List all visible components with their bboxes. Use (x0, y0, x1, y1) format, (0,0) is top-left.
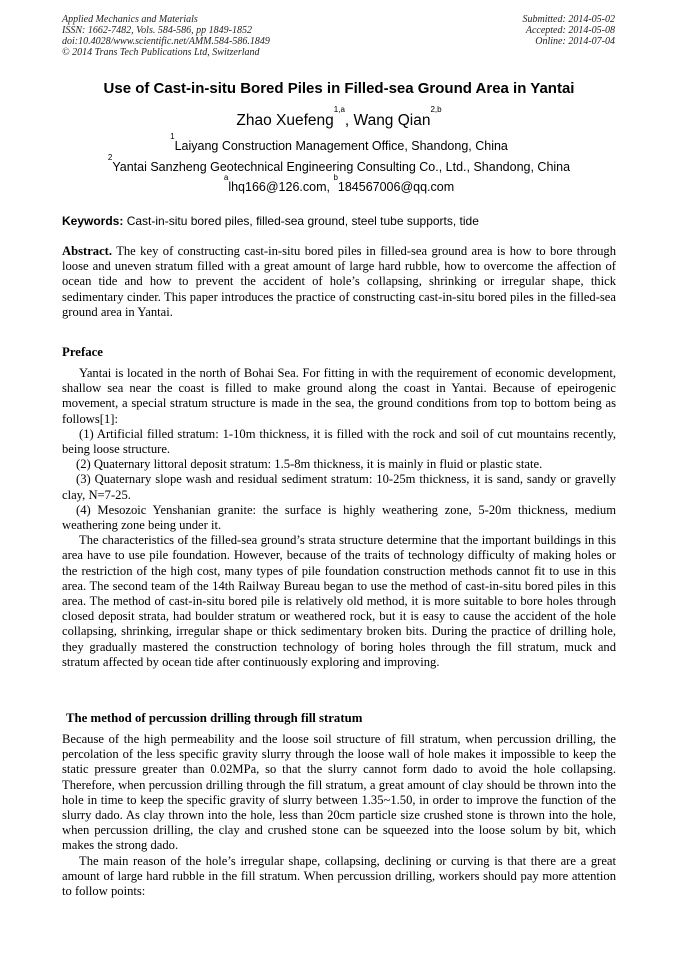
email-b[interactable]: 184567006@qq.com (337, 180, 455, 194)
affiliation-text: Laiyang Construction Management Office, Shandong, China (174, 139, 508, 153)
submitted-date: Submitted: 2014-05-02 (522, 14, 615, 25)
online-date: Online: 2014-07-04 (535, 36, 615, 47)
section-heading-preface: Preface (62, 345, 103, 359)
author-superscript: 1,a (333, 105, 345, 114)
author-emails (0, 173, 678, 194)
paper-title: Use of Cast-in-situ Bored Piles in Filled-sea Ground Area in Yantai (103, 80, 575, 97)
doi-line[interactable]: doi:10.4028/www.scientific.net/AMM.584-586.1849 (62, 36, 270, 47)
keywords-text: Cast-in-situ bored piles, filled-sea ground, steel tube supports, tide (123, 214, 479, 228)
keywords (62, 214, 617, 228)
list-item: (4) Mesozoic Yenshanian granite: the surface is highly weathering zone, 5-20m thickness, medium weathering zone being under it. (62, 502, 616, 533)
paragraph: The main reason of the hole’s irregular shape, collapsing, declining or curving is that there are a great amount of large hard rubble in the fill stratum. When percussion drilling, workers should pay more attention to follow points: (62, 853, 616, 899)
author-list (0, 105, 678, 130)
email-superscript: b (333, 173, 338, 182)
preface-body (62, 366, 616, 670)
email-superscript: a (223, 173, 229, 182)
accepted-date: Accepted: 2014-05-08 (525, 25, 615, 36)
copyright-line: © 2014 Trans Tech Publications Ltd, Switzerland (62, 47, 260, 58)
journal-info (62, 14, 270, 58)
list-item: (1) Artificial filled stratum: 1-10m thickness, it is filled with the rock and soil of cut mountains recently, being loose structure. (62, 426, 616, 457)
method-body (62, 732, 616, 899)
abstract-label: Abstract. (62, 244, 113, 258)
list-item: (3) Quaternary slope wash and residual sediment stratum: 10-25m thickness, it is sand, sandy or gravelly clay, N=7-25. (62, 472, 616, 502)
author-separator: , (344, 112, 354, 129)
author-superscript: 2,b (430, 105, 442, 114)
abstract (62, 244, 616, 320)
author-name: Wang Qian (353, 112, 431, 129)
list-item: (2) Quaternary littoral deposit stratum: 1.5-8m thickness, it is mainly in fluid or plastic state. (76, 457, 543, 472)
affiliation-1 (0, 132, 678, 153)
journal-name: Applied Mechanics and Materials (62, 14, 198, 25)
section-heading-method: The method of percussion drilling through fill stratum (66, 711, 363, 725)
paragraph: Yantai is located in the north of Bohai Sea. For fitting in with the requirement of economic development, shallow sea near the coast is filled to make ground along the coast in Yantai. Because of epeirogenic movement, a special stratum structure is made in the sea, the ground conditions from top to bottom being as follows[1]: (62, 366, 616, 426)
email-a[interactable]: lhq166@126.com, (228, 180, 334, 194)
paragraph: The characteristics of the filled-sea ground’s strata structure determine that the important buildings in this area have to use pile foundation. However, because of the traits of technology difficulty of making holes or the restriction of the high cost, many types of pile foundation construction methods cannot fit to use in this area. The second team of the 14th Railway Bureau began to use the method of cast-in-situ bored piles in this area. The method of cast-in-situ bored pile is relatively old method, it is more suitable to bore holes through closed deposit strata, had boulder stratum or weathered rock, but it is easy to cause the accident of the hole collapsing, shrinking, irregular shape or thick sedimentary broken bits. During the practice of drilling hole, they gradually mastered the construction technology of boring holes through the fill stratum, muck and stratum affected by ocean tide after continuously exploring and improving. (62, 533, 616, 669)
affiliation-text: Yantai Sanzheng Geotechnical Engineering Consulting Co., Ltd., Shandong, China (112, 160, 571, 174)
paragraph: Because of the high permeability and the loose soil structure of fill stratum, when percussion drilling, the percolation of the less specific gravity slurry through the loose wall of hole makes it impossible to keep the static pressure greater than 0.02MPa, so that the slurry cannot form dado to avoid the hole collapsing. Therefore, when percussion drilling through the fill stratum, a great amount of clay should be thrown into the hole in time to keep the specific gravity of slurry between 1.35~1.50, in order to improve the function of the slurry dado. As clay thrown into the hole, less than 20cm particle size crushed stone is thrown into the hole, when percussion drilling, the clay and crushed stone can be squeezed into the loose solum by bit, which makes the strong dado. (62, 732, 616, 853)
affiliation-superscript: 1 (170, 132, 175, 141)
abstract-text: The key of constructing cast-in-situ bored piles in filled-sea ground area is how to bore through loose and uneven stratum filled with a great amount of large hard rubble, how to overcome the affection of ocean tide and how to prevent the accident of hole’s collapsing, shrinking or irregular shape, thick sedimentary cinder. This paper introduces the practice of constructing cast-in-situ bored piles in the filled-sea ground area in Yantai. (62, 244, 616, 319)
affiliation-superscript: 2 (107, 153, 113, 162)
author-name: Zhao Xuefeng (236, 112, 334, 129)
affiliation-2 (0, 153, 678, 174)
publication-dates (523, 14, 616, 47)
keywords-label: Keywords: (62, 214, 124, 228)
issn-line: ISSN: 1662-7482, Vols. 584-586, pp 1849-1852 (62, 25, 252, 36)
